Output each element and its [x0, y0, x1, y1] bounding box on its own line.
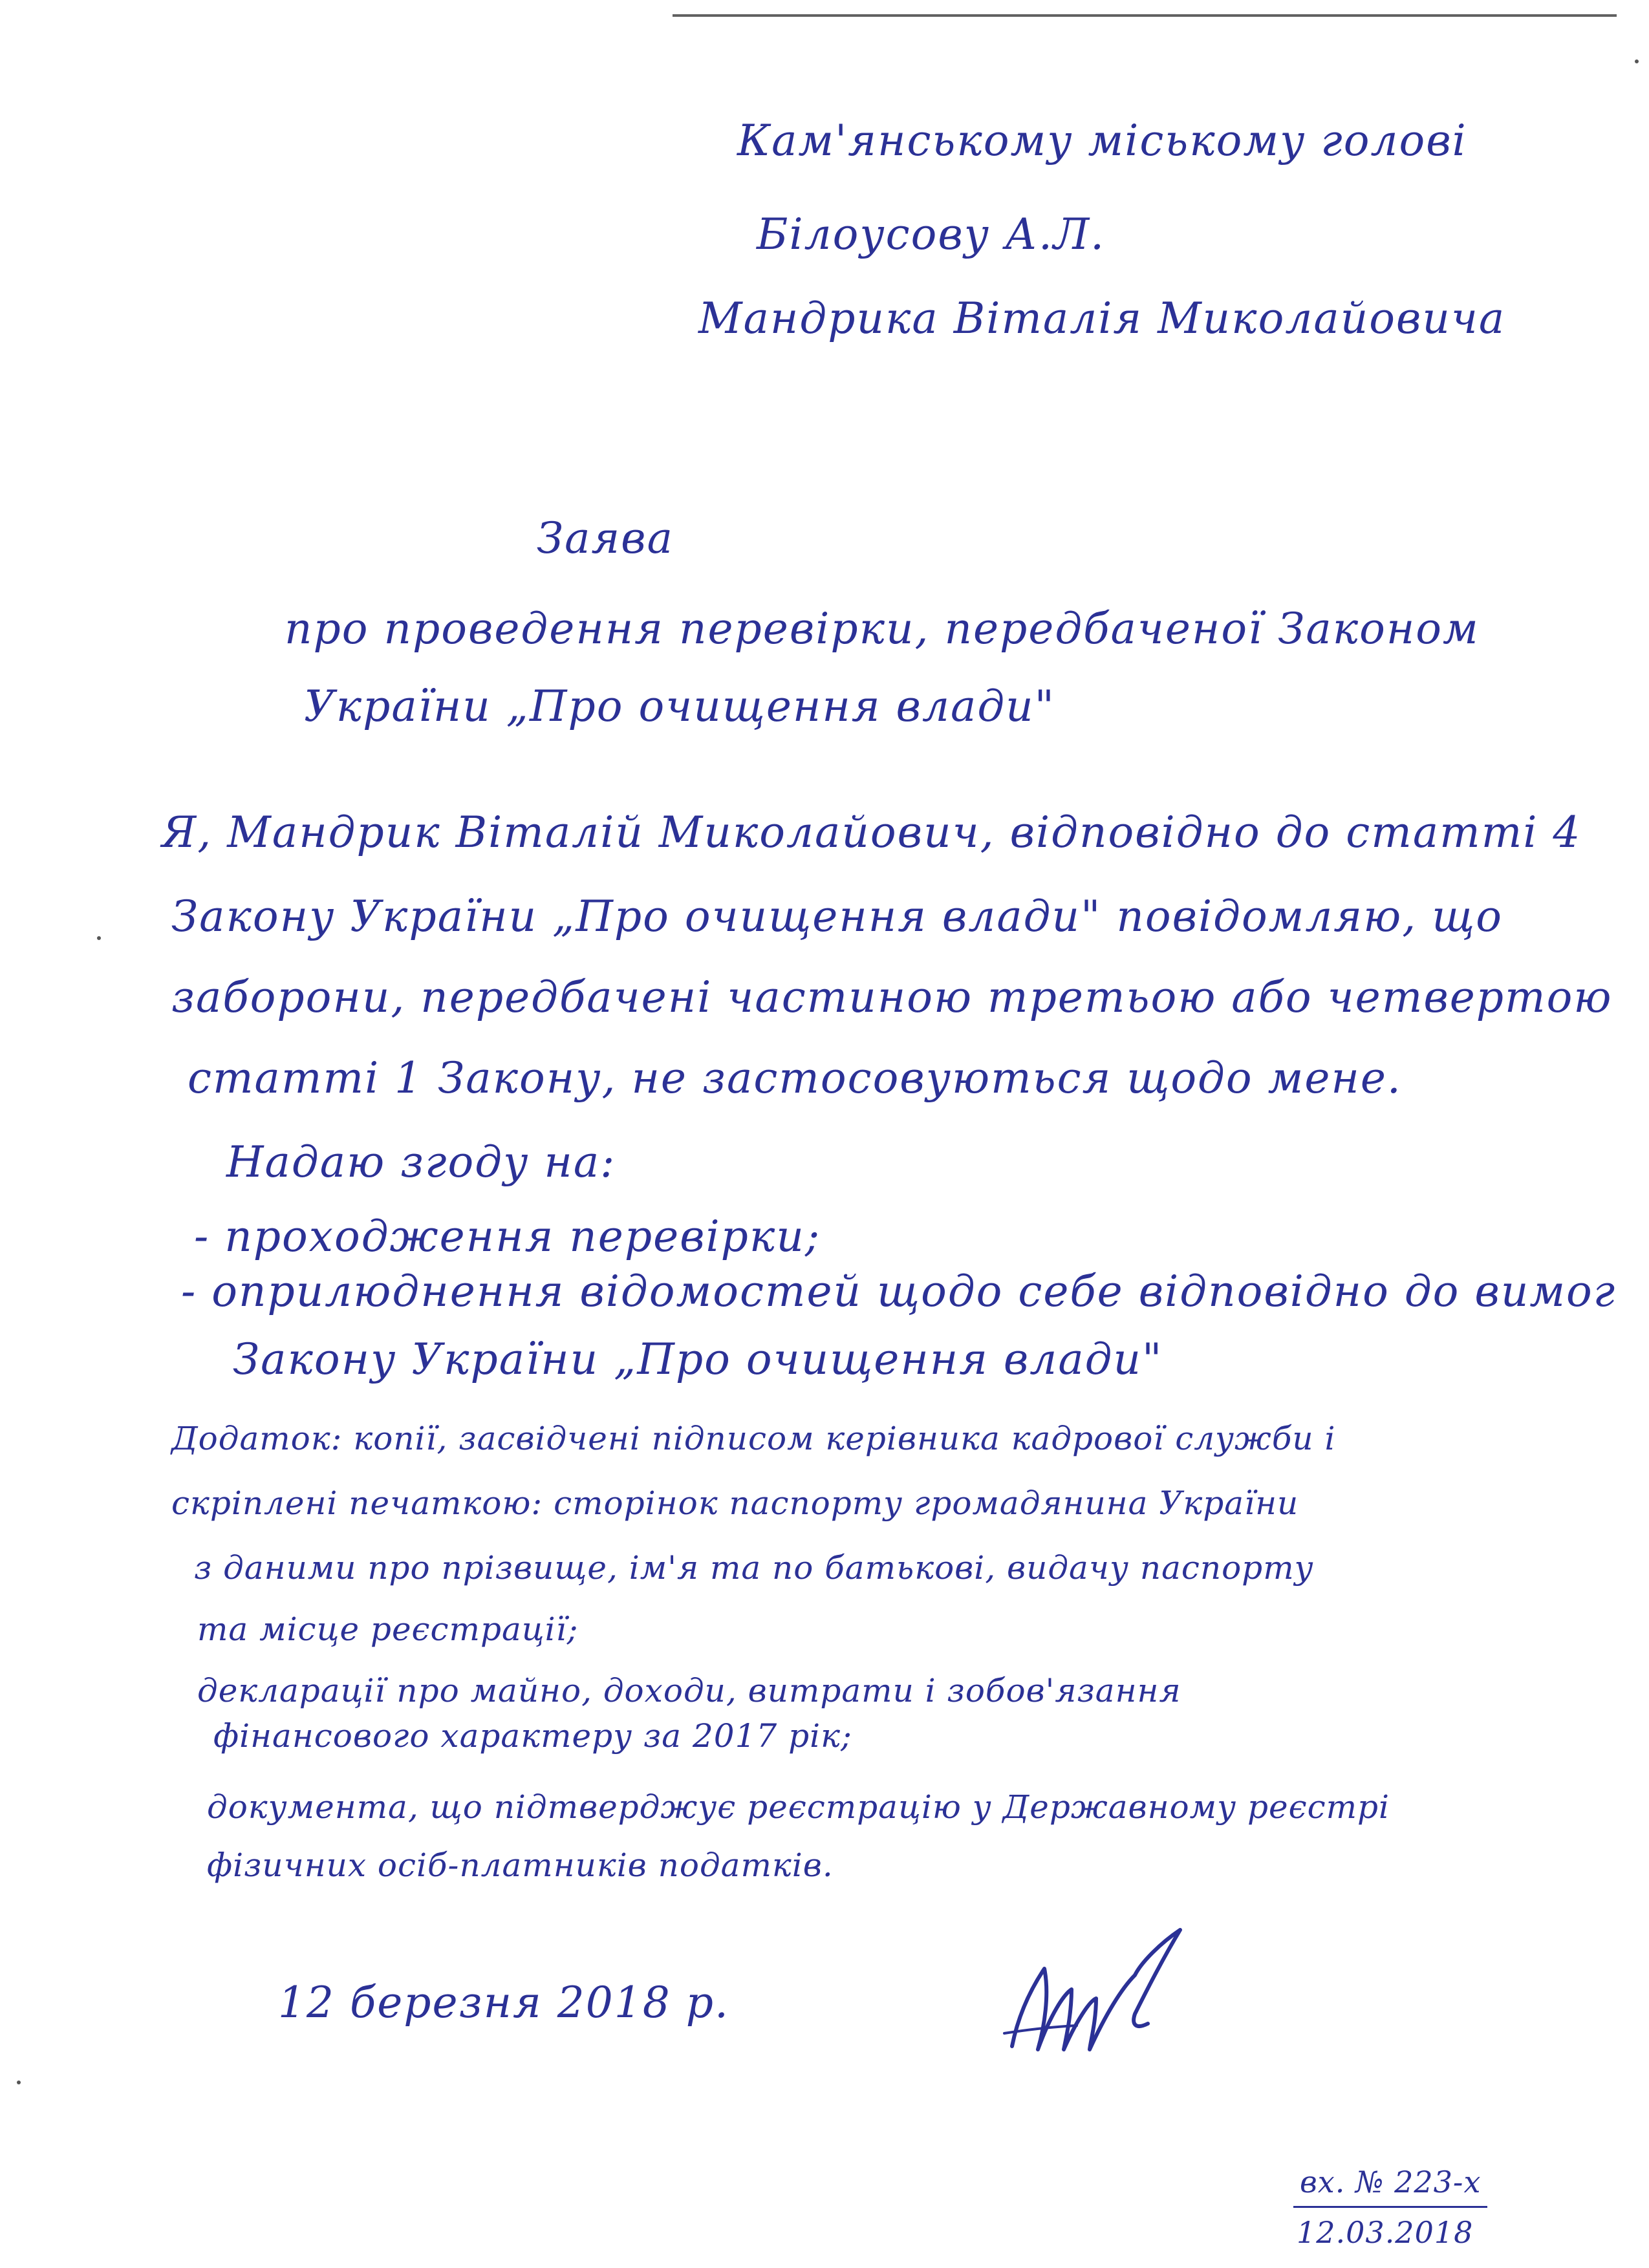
scan-speck [1635, 59, 1639, 63]
attachment-line-1: Додаток: копії, засвідчені підписом керівника кадрової служби і [171, 1420, 1336, 1457]
attachment-line-8: фізичних осіб-платників податків. [207, 1846, 834, 1884]
attachment-line-4: та місце реєстрації; [197, 1610, 579, 1648]
registration-number: вх. № 223-х [1300, 2165, 1482, 2199]
document-title: Заява [537, 513, 674, 563]
registration-underline [1293, 2206, 1487, 2208]
title-line-2: України „Про очищення влади" [304, 681, 1056, 731]
attachment-line-3: з даними про прізвище, ім'я та по батькові, видачу паспорту [194, 1549, 1314, 1587]
sender-name: Мандрика Віталія Миколайовича [698, 294, 1506, 343]
attachment-line-5: декларації про майно, доходи, витрати і зобов'язання [197, 1672, 1181, 1709]
consent-item-2: - оприлюднення відомостей щодо себе відповідно до вимог [181, 1267, 1617, 1316]
statement-line-4: статті 1 Закону, не застосовуються щодо мене. [188, 1053, 1402, 1103]
attachment-line-7: документа, що підтверджує реєстрацію у Державному реєстрі [207, 1788, 1390, 1826]
statement-line-2: Закону України „Про очищення влади" повідомляю, що [171, 892, 1503, 941]
consent-item-1: - проходження перевірки; [194, 1212, 821, 1261]
scan-edge-line [673, 14, 1617, 17]
addressee-line-2: Білоусову А.Л. [757, 209, 1106, 259]
document-date: 12 березня 2018 р. [278, 1978, 729, 2027]
addressee-line-1: Кам'янському міському голові [737, 116, 1467, 166]
attachment-line-2: скріплені печаткою: сторінок паспорту громадянина України [171, 1484, 1299, 1522]
statement-line-1: Я, Мандрик Віталій Миколайович, відповідно до статті 4 [162, 808, 1582, 857]
scan-speck [97, 936, 101, 940]
consent-item-2-continued: Закону України „Про очищення влади" [233, 1334, 1163, 1384]
registration-date: 12.03.2018 [1297, 2215, 1474, 2250]
statement-line-3: заборони, передбачені частиною третьою або четвертою [171, 972, 1613, 1022]
consent-intro: Надаю згоду на: [226, 1137, 616, 1187]
title-line-1: про проведення перевірки, передбаченої Законом [285, 604, 1480, 654]
scan-speck [17, 2081, 21, 2084]
attachment-line-6: фінансового характеру за 2017 рік; [213, 1717, 852, 1755]
signature-mark [999, 1917, 1193, 2066]
